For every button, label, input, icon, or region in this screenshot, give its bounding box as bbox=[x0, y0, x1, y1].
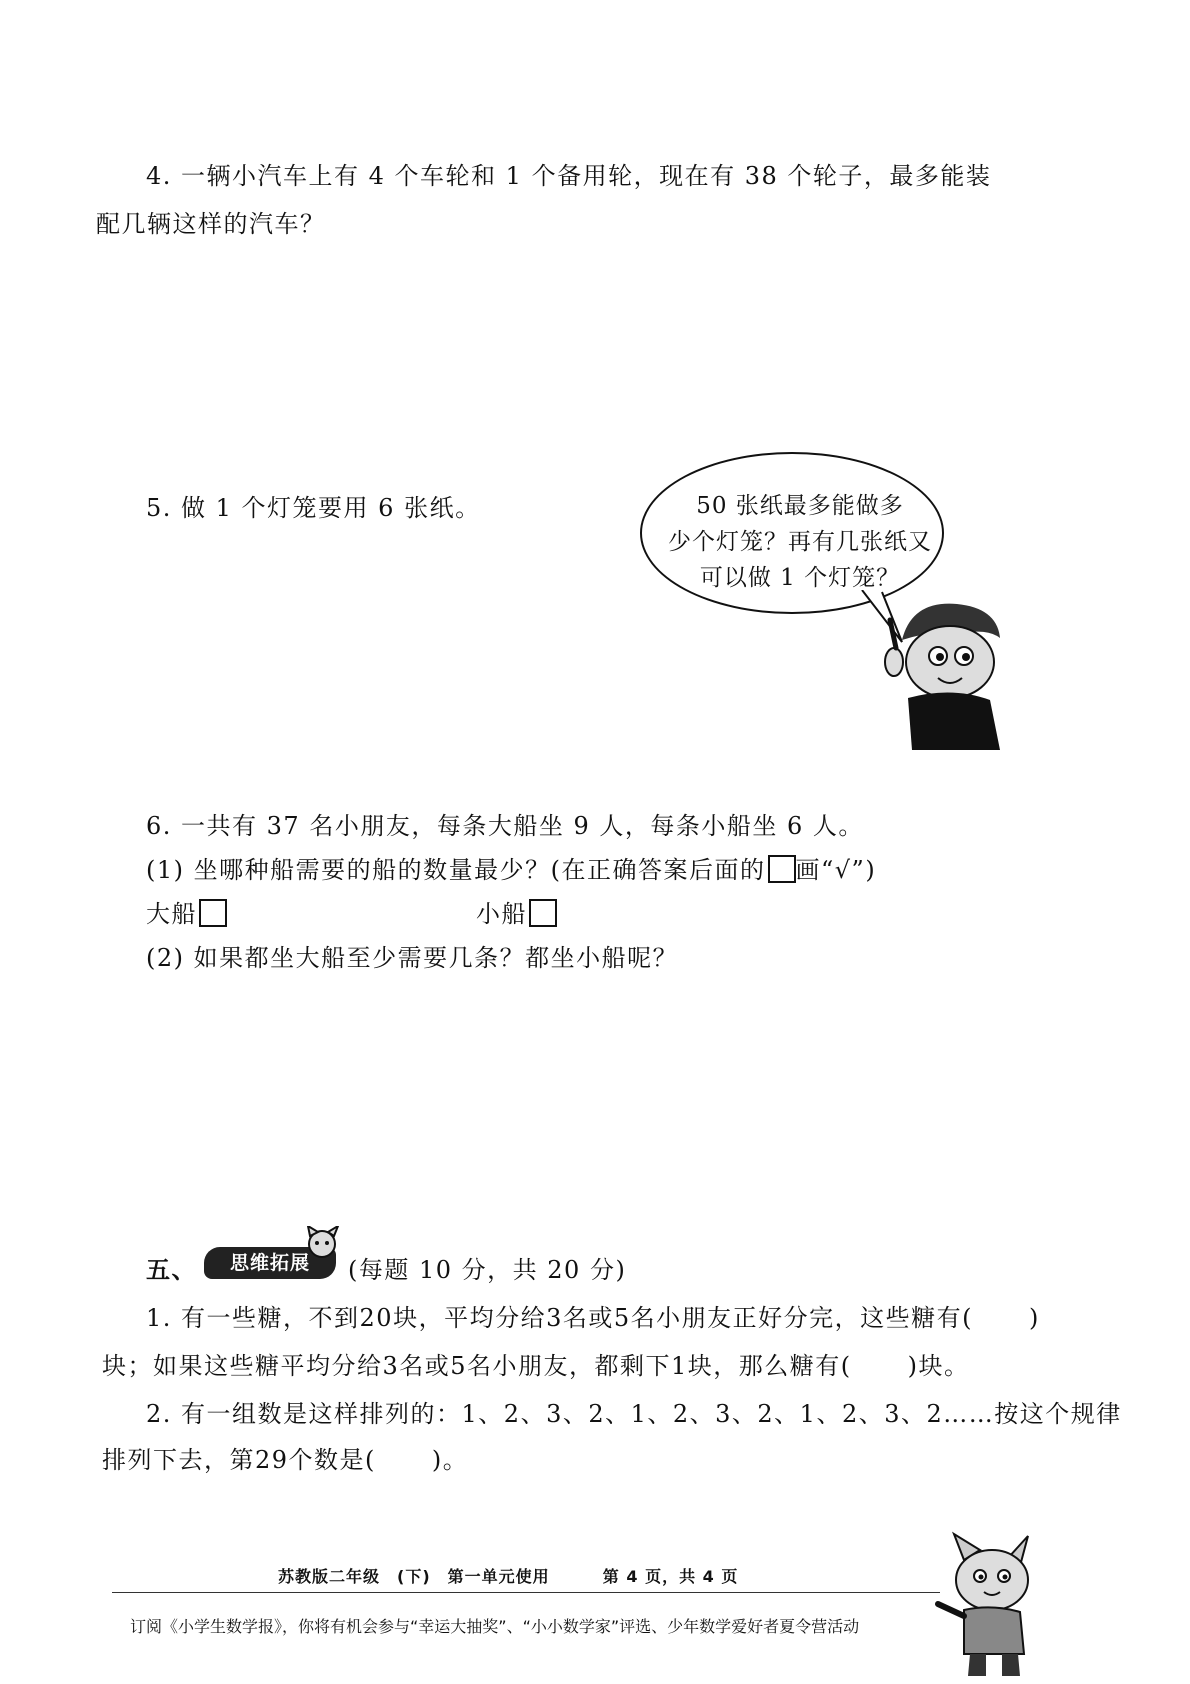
section-5-q2-line-1: 2. 有一组数是这样排列的：1、2、3、2、1、2、3、2、1、2、3、2……按这个规律 bbox=[146, 1400, 1122, 1428]
small-boat-checkbox[interactable] bbox=[529, 899, 557, 927]
footer-edition-line bbox=[278, 1564, 738, 1587]
cat-mascot-small-icon bbox=[300, 1226, 346, 1262]
problem-4-line-2: 配几辆这样的汽车？ bbox=[96, 210, 326, 238]
q1-line-1-close: ) bbox=[1028, 1304, 1040, 1332]
question-1-prefix: (1) 坐哪种船需要的船的数量最少？(在正确答案后面的 bbox=[146, 856, 766, 884]
q1-line-2-text: 块；如果这些糖平均分给3名或5名小朋友，都剩下1块，那么糖有( bbox=[102, 1352, 852, 1380]
cat-mascot-icon bbox=[924, 1530, 1044, 1680]
option-small-label: 小船 bbox=[476, 900, 527, 928]
section-scoring: (每题 10 分，共 20 分) bbox=[348, 1256, 627, 1284]
q2-line-2-text: 排列下去，第29个数是( bbox=[102, 1446, 376, 1474]
section-badge: 思维拓展 bbox=[204, 1247, 336, 1279]
section-5-q1-line-1 bbox=[146, 1298, 1040, 1333]
footer-page: 第 4 页，共 4 页 bbox=[602, 1567, 739, 1586]
option-small-boat bbox=[476, 894, 557, 929]
problem-6-question-1 bbox=[146, 850, 876, 885]
answer-box-example bbox=[768, 855, 796, 883]
bubble-line-2: 少个灯笼？再有几张纸又 bbox=[668, 529, 932, 555]
boy-cartoon-icon bbox=[872, 590, 1012, 750]
bubble-line-1: 50 张纸最多能做多 bbox=[696, 493, 904, 519]
q1-line-1-text: 1. 有一些糖，不到20块，平均分给3名或5名小朋友正好分完，这些糖有( bbox=[146, 1304, 973, 1332]
section-number: 五、 bbox=[146, 1255, 197, 1284]
problem-6-question-2: (2) 如果都坐大船至少需要几条？都坐小船呢？ bbox=[146, 944, 679, 972]
section-5-q1-line-2 bbox=[102, 1346, 970, 1381]
big-boat-checkbox[interactable] bbox=[199, 899, 227, 927]
problem-4-line-1: 4. 一辆小汽车上有 4 个车轮和 1 个备用轮，现在有 38 个轮子，最多能装 bbox=[146, 162, 992, 190]
footer-notice: 订阅《小学生数学报》，你将有机会参与“幸运大抽奖”、“小小数学家”评选、少年数学爱好者夏令营活动 bbox=[130, 1617, 860, 1636]
footer-divider bbox=[112, 1592, 940, 1593]
question-1-suffix: 画“√”) bbox=[795, 856, 877, 884]
problem-6-line-1: 6. 一共有 37 名小朋友，每条大船坐 9 人，每条小船坐 6 人。 bbox=[146, 812, 864, 840]
option-big-label: 大船 bbox=[146, 900, 197, 928]
speech-bubble-text bbox=[650, 488, 950, 596]
section-5-q2-line-2 bbox=[102, 1440, 468, 1475]
footer-edition: 苏教版二年级 (下) 第一单元使用 bbox=[278, 1567, 550, 1586]
option-big-boat bbox=[146, 894, 227, 929]
problem-5-text: 5. 做 1 个灯笼要用 6 张纸。 bbox=[146, 494, 481, 522]
q2-line-2-close: )。 bbox=[431, 1446, 469, 1474]
q1-line-2-close: )块。 bbox=[907, 1352, 970, 1380]
bubble-line-3: 可以做 1 个灯笼？ bbox=[699, 565, 901, 591]
